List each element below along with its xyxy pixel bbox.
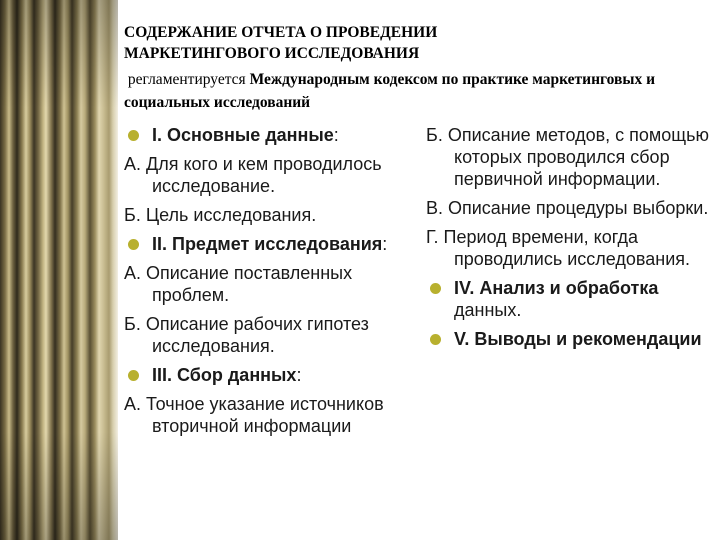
section-1-item-b: Б. Цель исследования. (124, 205, 317, 225)
section-3-item-c: В. Описание процедуры выборки. (426, 198, 709, 218)
section-2-item-a: А. Описание поставленных проблем. (124, 263, 353, 305)
bullet-icon (128, 239, 139, 250)
section-1 (124, 124, 414, 146)
section-4-tail: данных. (454, 300, 522, 320)
section-5 (426, 328, 711, 350)
subtitle-bold: Международным кодексом по практике маркетинговых и социальных исследований (124, 71, 656, 111)
section-5-head: V. Выводы и рекомендации (454, 329, 702, 349)
section-4 (426, 277, 711, 321)
section-4-head: IV. Анализ и обработка (454, 278, 659, 298)
section-2 (124, 233, 414, 255)
bullet-icon (430, 283, 441, 294)
curtain-shade (0, 0, 118, 540)
section-2-item-b: Б. Описание рабочих гипотез исследования. (124, 314, 369, 356)
bullet-icon (128, 370, 139, 381)
page-title (124, 22, 694, 64)
section-1-head: I. Основные данные (152, 125, 334, 145)
left-column (124, 124, 414, 444)
section-2-head: II. Предмет исследования (152, 234, 383, 254)
bullet-icon (128, 130, 139, 141)
section-3-item-b: Б. Описание методов, с помощью которых проводился сбор первичной информации. (426, 125, 709, 189)
section-2-tail: : (382, 234, 388, 254)
section-3-tail: : (296, 365, 302, 385)
title-line-2: МАРКЕТИНГОВОГО ИССЛЕДОВАНИЯ (124, 45, 420, 62)
section-3-item-d: Г. Период времени, когда проводились исследования. (426, 227, 691, 269)
right-column (426, 124, 711, 357)
subtitle-plain: регламентируется (127, 71, 246, 88)
section-1-item-a: А. Для кого и кем проводилось исследование. (124, 154, 382, 196)
section-3-head: III. Сбор данных (152, 365, 297, 385)
section-3-item-a: А. Точное указание источников вторичной информации (124, 394, 384, 436)
section-3 (124, 364, 414, 386)
title-line-1: СОДЕРЖАНИЕ ОТЧЕТА О ПРОВЕДЕНИИ (124, 24, 438, 41)
page-subtitle (124, 68, 704, 114)
section-1-tail: : (333, 125, 339, 145)
bullet-icon (430, 334, 441, 345)
